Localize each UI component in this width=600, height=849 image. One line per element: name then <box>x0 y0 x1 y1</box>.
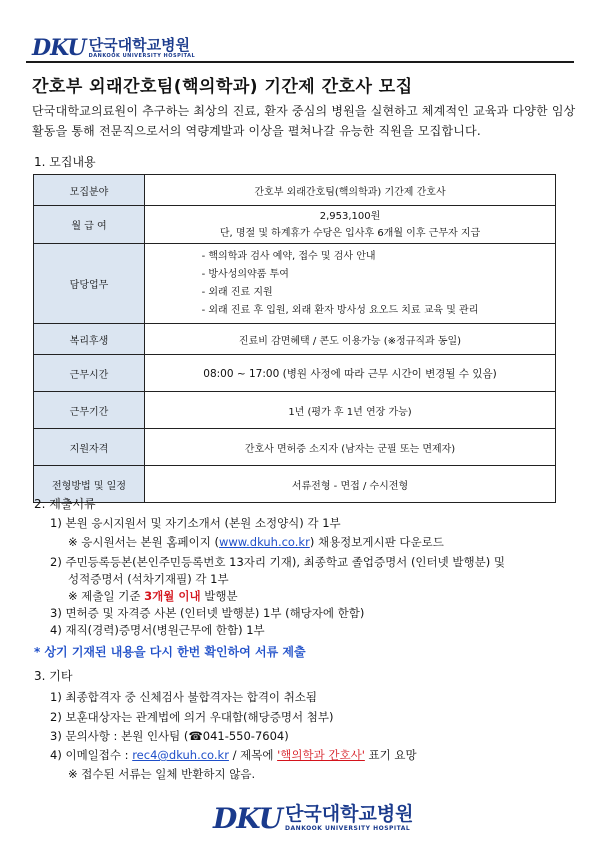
dku-logo-mark: DKU <box>213 802 283 835</box>
doc-item-1-note <box>68 533 444 551</box>
salary-amount: 2,953,100원 <box>319 210 381 222</box>
row-value: 간호부 외래간호팀(핵의학과) 기간제 간호사 <box>145 175 556 206</box>
note-text: 발행분 <box>200 589 238 603</box>
table-row <box>34 175 556 206</box>
footer-logo <box>213 802 414 835</box>
note-text: ) 채용정보게시판 다운로드 <box>309 535 444 549</box>
row-value <box>145 206 556 244</box>
item-text: / 제목에 <box>228 748 278 762</box>
subject-highlight: '핵의학과 간호사' <box>277 748 365 762</box>
row-label: 지원자격 <box>34 429 145 466</box>
row-value: 서류전형 - 면접 / 수시전형 <box>145 466 556 503</box>
homepage-link[interactable]: www.dkuh.co.kr <box>218 535 310 549</box>
item-text: 표기 요망 <box>364 748 417 762</box>
row-value: 진료비 감면혜택 / 콘도 이용가능 (※정규직과 동일) <box>145 324 556 355</box>
etc-item-1: 1) 최종합격자 중 신체검사 불합격자는 합격이 취소됨 <box>50 690 318 704</box>
row-label: 전형방법 및 일정 <box>34 466 145 503</box>
logo-english: DANKOOK UNIVERSITY HOSPITAL <box>285 825 411 832</box>
table-row <box>34 429 556 466</box>
row-label: 근무기간 <box>34 392 145 429</box>
etc-item-3: 3) 문의사항 : 본원 인사팀 (☎041-550-7604) <box>50 729 289 743</box>
row-label: 월 급 여 <box>34 206 145 244</box>
note-text: ※ 응시원서는 본원 홈페이지 ( <box>68 535 219 549</box>
note-text: ※ 제출일 기준 <box>68 589 145 603</box>
notice-text: * 상기 기재된 내용을 다시 한번 확인하여 서류 제출 <box>34 645 306 659</box>
row-value: 08:00 ~ 17:00 (병원 사정에 따라 근무 시간이 변경될 수 있음) <box>145 355 556 392</box>
logo-korean: 단국대학교병원 <box>285 803 414 825</box>
table-row <box>34 244 556 324</box>
doc-item-2-note <box>68 587 238 605</box>
table-row <box>34 355 556 392</box>
duty-item: - 외래 진료 지원 <box>201 286 273 298</box>
deadline-highlight: 3개월 이내 <box>144 589 201 603</box>
duty-item: - 방사성의약품 투여 <box>201 268 289 280</box>
row-label: 근무시간 <box>34 355 145 392</box>
section-2-heading: 2. 제출서류 <box>34 497 96 511</box>
table-row <box>34 392 556 429</box>
row-label: 모집분야 <box>34 175 145 206</box>
logo-english: DANKOOK UNIVERSITY HOSPITAL <box>88 52 196 59</box>
header-logo <box>32 35 195 61</box>
doc-item-3: 3) 면허증 및 자격증 사본 (인터넷 발행분) 1부 (해당자에 한함) <box>50 606 365 620</box>
item-text: 4) 이메일접수 : <box>50 748 133 762</box>
header-rule <box>26 61 574 63</box>
row-value: 간호사 면허증 소지자 (남자는 군필 또는 면제자) <box>145 429 556 466</box>
row-label: 담당업무 <box>34 244 145 324</box>
doc-item-4: 4) 재직(경력)증명서(병원근무에 한함) 1부 <box>50 623 265 637</box>
logo-korean: 단국대학교병원 <box>88 35 191 54</box>
etc-item-2: 2) 보훈대상자는 관계법에 의거 우대함(해당증명서 첨부) <box>50 710 334 724</box>
row-value: 1년 (평가 후 1년 연장 가능) <box>145 392 556 429</box>
section-1-heading: 1. 모집내용 <box>34 155 96 169</box>
table-row <box>34 206 556 244</box>
section-3-heading: 3. 기타 <box>34 669 73 683</box>
table-row <box>34 466 556 503</box>
recruit-table <box>33 174 556 503</box>
etc-note: ※ 접수된 서류는 일체 반환하지 않음. <box>68 767 256 781</box>
doc-item-1: 1) 본원 응시지원서 및 자기소개서 (본원 소정양식) 각 1부 <box>50 516 341 530</box>
row-value <box>145 244 556 324</box>
intro-text: 단국대학교의료원이 추구하는 최상의 진료, 환자 중심의 병원을 실현하고 체계적인 교육과 다양한 임상활동을 통해 전문직으로서의 역량계발과 이상을 펼쳐나갈 유능한 직원을 모집합니다. <box>32 104 576 138</box>
dku-logo-mark: DKU <box>32 35 86 61</box>
salary-note: 단, 명절 및 하계휴가 수당은 입사후 6개월 이후 근무자 지급 <box>219 227 481 239</box>
doc-item-2-cont: 성적증명서 (석차기재필) 각 1부 <box>68 572 229 586</box>
doc-item-2: 2) 주민등록등본(본인주민등록번호 13자리 기재), 최종학교 졸업증명서 (인터넷 발행분) 및 <box>50 555 505 569</box>
email-link[interactable]: rec4@dkuh.co.kr <box>132 748 229 762</box>
page-title: 간호부 외래간호팀(핵의학과) 기간제 간호사 모집 <box>32 77 413 97</box>
etc-item-4 <box>50 746 417 764</box>
table-row <box>34 324 556 355</box>
duty-item: - 핵의학과 검사 예약, 접수 및 검사 안내 <box>201 250 376 262</box>
row-label: 복리후생 <box>34 324 145 355</box>
duty-item: - 외래 진료 후 입원, 외래 환자 방사성 요오드 치료 교육 및 관리 <box>201 304 479 316</box>
